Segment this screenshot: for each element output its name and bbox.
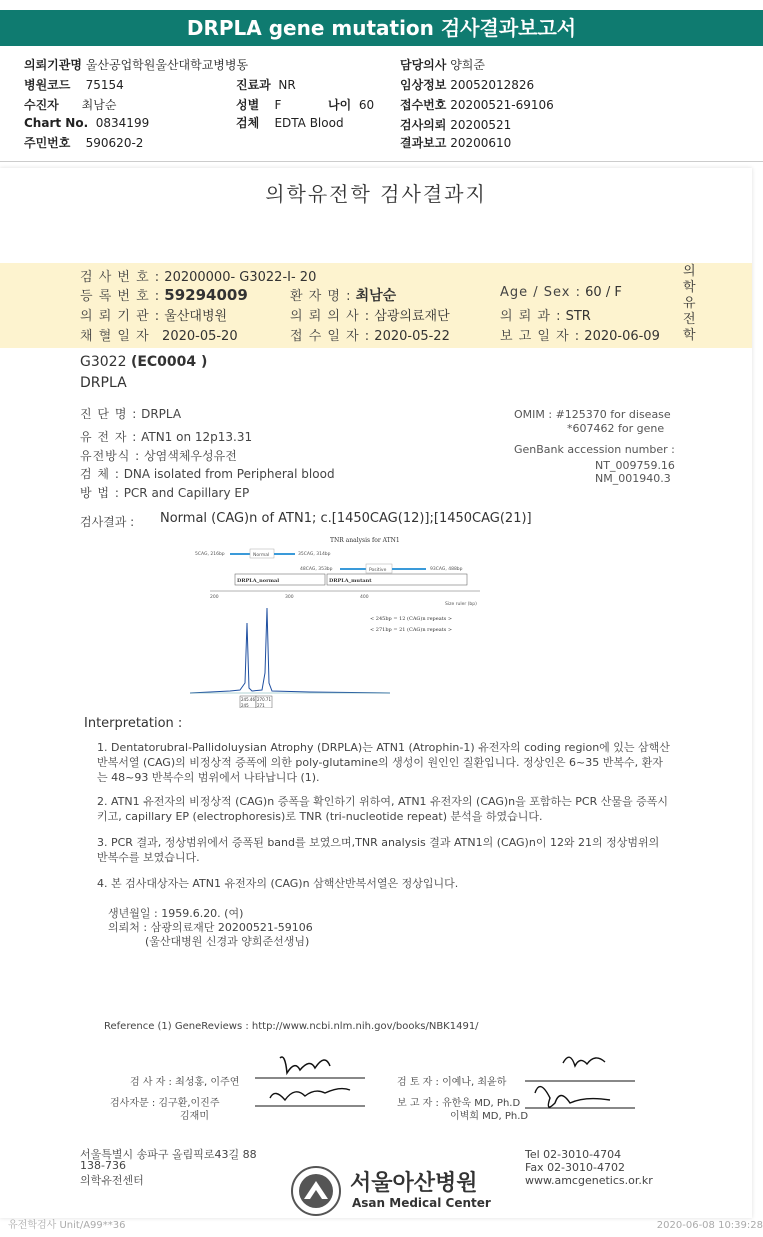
collection-date: 채 혈 일 자 2020-05-20 bbox=[80, 329, 238, 344]
report-title: 의학유전학 검사결과지 bbox=[265, 182, 487, 206]
reference: Reference (1) GeneReviews : http://www.ncbi.nlm.nih.gov/books/NBK1491/ bbox=[104, 1021, 479, 1032]
tnr-figure bbox=[190, 533, 490, 708]
figure-normal-label: DRPLA_normal bbox=[237, 578, 280, 584]
test-code: G3022 (EC0004 ) bbox=[80, 354, 208, 370]
patient-name: 환 자 명 : 최남순 bbox=[290, 288, 397, 304]
figure-normal: Normal bbox=[253, 553, 270, 558]
result-label: 검사결과 : bbox=[80, 515, 135, 529]
signature-examiner bbox=[255, 1048, 365, 1113]
report-banner: DRPLA gene mutation 검사결과보고서 bbox=[0, 10, 763, 46]
hospital-name-ko: 서울아산병원 bbox=[350, 1171, 478, 1196]
header-dept: 진료과 NR bbox=[236, 78, 296, 92]
interpretation-2: 2. ATN1 유전자의 비정상적 (CAG)n 증폭을 확인하기 위하여, ATN1 유전자의 (CAG)n을 포함하는 PCR 산물을 증폭시키고, capillary EP (electrophoresis)로 TNR (tri-nucleotide repeat) 분석을 하였습니다. bbox=[97, 795, 668, 823]
figure-tick-200: 200 bbox=[210, 595, 219, 600]
header-age: 나이 60 bbox=[328, 98, 375, 112]
header-receipt-no: 접수번호 20200521-69106 bbox=[400, 98, 554, 112]
header-chart-no: Chart No. 0834199 bbox=[24, 116, 150, 130]
figure-note1: < 245bp = 12 (CAG)n repeats > bbox=[370, 616, 453, 622]
tel: Tel 02-3010-4704 bbox=[525, 1148, 622, 1161]
result-sheet bbox=[0, 168, 752, 1218]
header-sex: 성별 F bbox=[236, 98, 282, 112]
header-specimen: 검체 EDTA Blood bbox=[236, 116, 344, 130]
figure-l3: 48CAG, 353bp bbox=[300, 567, 333, 572]
method: 방 법 : PCR and Capillary EP bbox=[80, 486, 250, 500]
figure-tick-400: 400 bbox=[360, 595, 369, 600]
reporter-2: 이벽희 MD, Ph.D bbox=[450, 1111, 529, 1122]
signature-reviewer bbox=[525, 1048, 635, 1118]
figure-positive: Positive bbox=[369, 568, 387, 573]
address-3: 의학유전센터 bbox=[80, 1174, 144, 1187]
interpretation-3: 3. PCR 결과, 정상범위에서 증폭된 band를 보였으며,TNR analysis 결과 ATN1의 (CAG)n이 12와 21의 정상범위의 반복수를 보였습니다. bbox=[97, 836, 660, 864]
header-doctor: 담당의사 양희준 bbox=[400, 58, 485, 72]
reg-no: 등 록 번 호 : 59294009 bbox=[80, 286, 248, 304]
requester: 의 뢰 의 사 : 삼광의료재단 bbox=[290, 309, 450, 324]
figure-note2: < 271bp = 21 (CAG)n repeats > bbox=[370, 627, 453, 633]
figure-size-ruler: Size ruler (bp) bbox=[445, 602, 477, 607]
test-name: DRPLA bbox=[80, 375, 127, 391]
client-info-2: (울산대병원 신경과 양희준선생님) bbox=[145, 935, 310, 948]
specimen: 검 체 : DNA isolated from Peripheral blood bbox=[80, 467, 335, 481]
hospital-name-en: Asan Medical Center bbox=[352, 1196, 491, 1210]
website: www.amcgenetics.or.kr bbox=[525, 1174, 653, 1187]
client-info: 의뢰처 : 삼광의료재단 20200521-59106 bbox=[108, 921, 313, 934]
age-sex: Age / Sex : 60 / F bbox=[500, 285, 622, 300]
footer-timestamp: 2020-06-08 10:39:28 bbox=[656, 1220, 763, 1231]
interpretation-title: Interpretation : bbox=[84, 716, 183, 731]
header-hospital-code: 병원코드 75154 bbox=[24, 78, 124, 92]
side-label: 의학유전학 bbox=[683, 264, 696, 343]
omim-disease: OMIM : #125370 for disease bbox=[514, 408, 671, 421]
figure-l1: 5CAG, 216bp bbox=[195, 552, 225, 557]
header-report-date: 결과보고 20200610 bbox=[400, 136, 512, 150]
genbank-nm: NM_001940.3 bbox=[595, 472, 671, 485]
header-resident-no: 주민번호 590620-2 bbox=[24, 136, 144, 150]
examiner: 검 사 자 : 최성홍, 이주연 bbox=[130, 1077, 240, 1088]
advisor: 검사자문 : 김구환,이진주 bbox=[110, 1098, 220, 1109]
interpretation-4: 4. 본 검사대상자는 ATN1 유전자의 (CAG)n 삼핵산반복서열은 정상입니다. bbox=[97, 877, 459, 890]
figure-mutant-label: DRPLA_mutant bbox=[329, 578, 372, 584]
diagnosis: 진 단 명 : DRPLA bbox=[80, 407, 182, 421]
figure-l2: 35CAG, 314bp bbox=[298, 552, 331, 557]
omim-gene: *607462 for gene bbox=[567, 422, 665, 435]
figure-l4: 93CAG, 488bp bbox=[430, 567, 463, 572]
institution: 의 뢰 기 관 : 울산대병원 bbox=[80, 309, 228, 324]
footer-unit: 유전학검사 Unit/A99**36 bbox=[8, 1220, 126, 1231]
inheritance: 유전방식 : 상염색체우성유전 bbox=[80, 449, 237, 463]
figure-tick-300: 300 bbox=[285, 595, 294, 600]
figure-title: TNR analysis for ATN1 bbox=[330, 537, 400, 544]
header-request-date: 검사의뢰 20200521 bbox=[400, 118, 512, 132]
receipt-date: 접 수 일 자 : 2020-05-22 bbox=[290, 329, 450, 344]
report-header bbox=[0, 46, 763, 162]
header-clinical-info: 임상정보 20052012826 bbox=[400, 78, 535, 92]
birth-date: 생년월일 : 1959.6.20. (여) bbox=[108, 907, 244, 920]
genbank-nt: NT_009759.16 bbox=[595, 459, 675, 472]
address-1: 서울특별시 송파구 올림픽로43길 88 bbox=[80, 1148, 257, 1161]
reviewer: 검 토 자 : 이예나, 최윤하 bbox=[397, 1077, 507, 1088]
address-2: 138-736 bbox=[80, 1159, 126, 1172]
peak2-bp: 271 bbox=[257, 703, 265, 708]
exam-no: 검 사 번 호 : 20200000- G3022-I- 20 bbox=[80, 270, 317, 285]
reporter: 보 고 자 : 유한욱 MD, Ph.D bbox=[397, 1098, 521, 1109]
peak1-size: 245.46 bbox=[241, 697, 255, 702]
result-value: Normal (CAG)n of ATN1; c.[1450CAG(12)];[1450CAG(21)] bbox=[160, 511, 532, 526]
peak2-size: 270.71 bbox=[257, 697, 271, 702]
genbank-label: GenBank accession number : bbox=[514, 443, 675, 456]
interpretation-1: 1. Dentatorubral-Pallidoluysian Atrophy (DRPLA)는 ATN1 (Atrophin-1) 유전자의 coding region에 있는 삼핵산반복서열 (CAG)의 비정상적 증폭에 의한 poly-glutamine의 생성이 원인인 질환입니다. 정상인은 6~35 반복수, 환자는 48~93 반복수의 범위에서 나타납니다 (1). bbox=[97, 741, 670, 784]
fax: Fax 02-3010-4702 bbox=[525, 1161, 625, 1174]
report-date: 보 고 일 자 : 2020-06-09 bbox=[500, 329, 660, 344]
peak1-bp: 245 bbox=[241, 703, 249, 708]
department: 의 뢰 과 : STR bbox=[500, 309, 591, 324]
advisor-2: 김재미 bbox=[180, 1111, 209, 1122]
header-patient: 수진자 최남순 bbox=[24, 98, 117, 112]
gene: 유 전 자 : ATN1 on 12p13.31 bbox=[80, 430, 253, 444]
header-institution: 의뢰기관명 울산공업학원울산대학교병병동 bbox=[24, 58, 249, 72]
asan-logo-icon bbox=[290, 1165, 342, 1217]
